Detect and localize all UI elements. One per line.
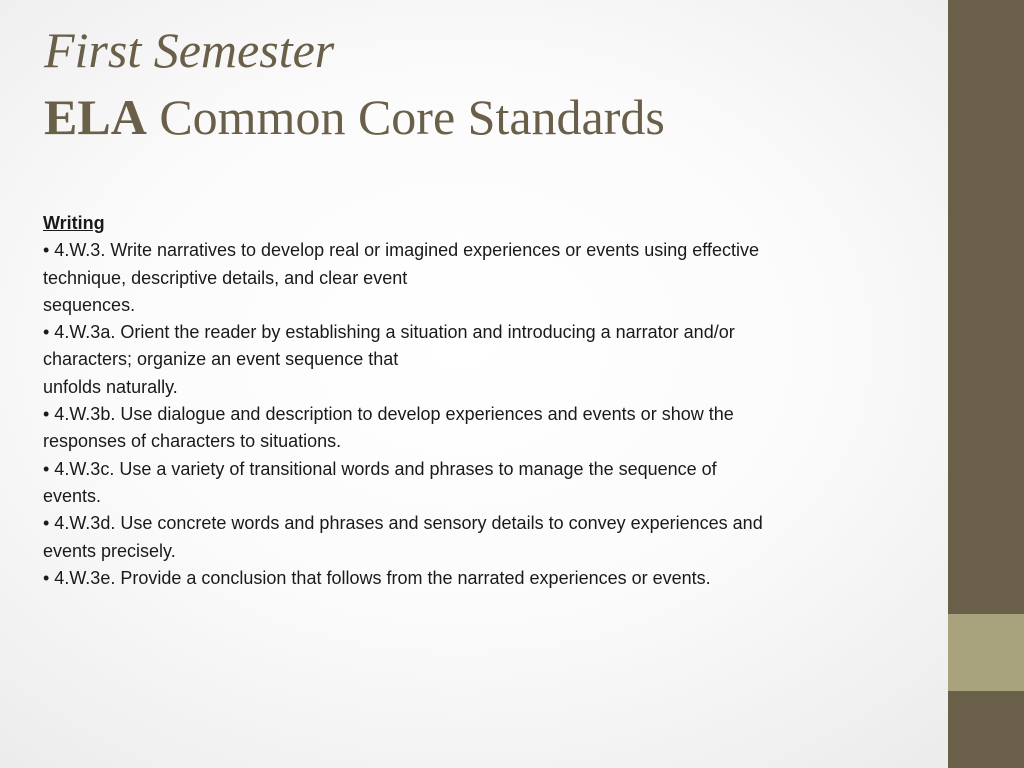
slide-title-rest: Common Core Standards bbox=[146, 89, 665, 145]
standard-line: • 4.W.3. Write narratives to develop real or imagined experiences or events using effective bbox=[43, 240, 760, 261]
standard-line: sequences. bbox=[43, 294, 136, 315]
standard-line: • 4.W.3b. Use dialogue and description to develop experiences and events or show the bbox=[43, 404, 734, 425]
sidebar-accent-block bbox=[948, 614, 1024, 691]
standard-line: characters; organize an event sequence that bbox=[43, 349, 399, 370]
standard-line: unfolds naturally. bbox=[43, 376, 178, 397]
standard-line: events. bbox=[43, 485, 102, 506]
slide-title-line2 bbox=[44, 86, 665, 148]
slide-title-bold: ELA bbox=[44, 89, 147, 145]
slide-title-line1: First Semester bbox=[44, 22, 335, 78]
standard-line: • 4.W.3e. Provide a conclusion that follows from the narrated experiences or events. bbox=[43, 567, 711, 588]
standard-line: • 4.W.3d. Use concrete words and phrases and sensory details to convey experiences and bbox=[43, 513, 763, 534]
standard-line: events precisely. bbox=[43, 540, 176, 561]
standard-line: technique, descriptive details, and clear event bbox=[43, 267, 408, 288]
section-heading: Writing bbox=[43, 213, 105, 233]
standard-line: responses of characters to situations. bbox=[43, 431, 342, 452]
standard-line: • 4.W.3c. Use a variety of transitional words and phrases to manage the sequence of bbox=[43, 458, 717, 479]
slide-body bbox=[43, 210, 923, 592]
standard-line: • 4.W.3a. Orient the reader by establishing a situation and introducing a narrator and/or bbox=[43, 322, 735, 343]
